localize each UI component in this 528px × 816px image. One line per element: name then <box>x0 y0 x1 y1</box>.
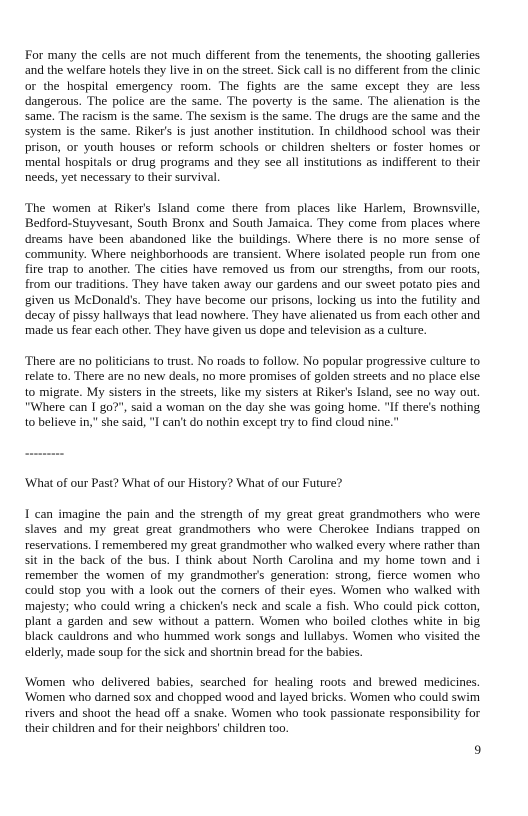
page-number: 9 <box>474 742 481 757</box>
paragraph-women-who-delivered-babies: Women who delivered babies, searched for healing roots and brewed medicines. Women who darned sox and chopped wood and layed bricks. Women who could swim rivers and shoot the head off a snake. Women who took passionate responsibility for their children and for their neighbors' children too. <box>25 674 480 736</box>
paragraph-grandmothers: I can imagine the pain and the strength of my great great grandmothers who were slaves and my great great grandmothers who were Cherokee Indians trapped on reservations. I remembered my great grandmother who walked every where rather than sit in the back of the bus. I think about North Carolina and my home town and i remember the women of my grandmother's generation: strong, fierce women who could stop you with a look out the corners of their eyes. Women who walked with majesty; who could wring a chicken's neck and scale a fish. Who could pick cotton, plant a garden and sew without a pattern. Women who boiled clothes white in big black cauldrons and who hummed work songs and lullabys. Women who visited the elderly, made soup for the sick and shortnin bread for the babies. <box>25 505 480 659</box>
section-heading: What of our Past? What of our History? What of our Future? <box>25 475 343 491</box>
document-page <box>25 47 480 751</box>
section-divider: --------- <box>25 444 65 460</box>
paragraph-no-politicians: There are no politicians to trust. No roads to follow. No popular progressive culture to relate to. There are no new deals, no more promises of golden streets and no place else to migrate. My sisters in the streets, like my sisters at Riker's Island, see no way out. "Where can I go?", said a woman on the day she was going home. "If there's nothing to believe in," she said, "I can't do nothin except try to find cloud nine." <box>25 352 480 430</box>
paragraph-rikers-island-women: The women at Riker's Island come there from places like Harlem, Brownsville, Bedford-Stuyvesant, South Bronx and South Jamaica. They come from places where dreams have been abandoned like the buildings. Where there is no more sense of community. Where neighborhoods are transient. Where isolated people run from one fire trap to another. The cities have removed us from our strengths, from our roots, from our traditions. They have taken away our gardens and our sweet potato pies and given us McDonald's. They have become our prisons, locking us into the futility and decay of pissy hallways that lead nowhere. They have alienated us from each other and made us fear each other. They have given us dope and television as a culture. <box>25 199 480 338</box>
paragraph-institutions: For many the cells are not much different from the tenements, the shooting galleries and the welfare hotels they live in on the street. Sick call is no different from the clinic or the hospital emergency room. The fights are the same except they are less dangerous. The police are the same. The poverty is the same. The alienation is the same. The racism is the same. The sexism is the same. The drugs are the same and the system is the same. Riker's is just another institution. In childhood school was their prison, or youth houses or reform schools or children shelters or foster homes or mental hospitals or drug programs and they see all institutions as indifferent to their needs, yet necessary to their survival. <box>25 47 480 185</box>
